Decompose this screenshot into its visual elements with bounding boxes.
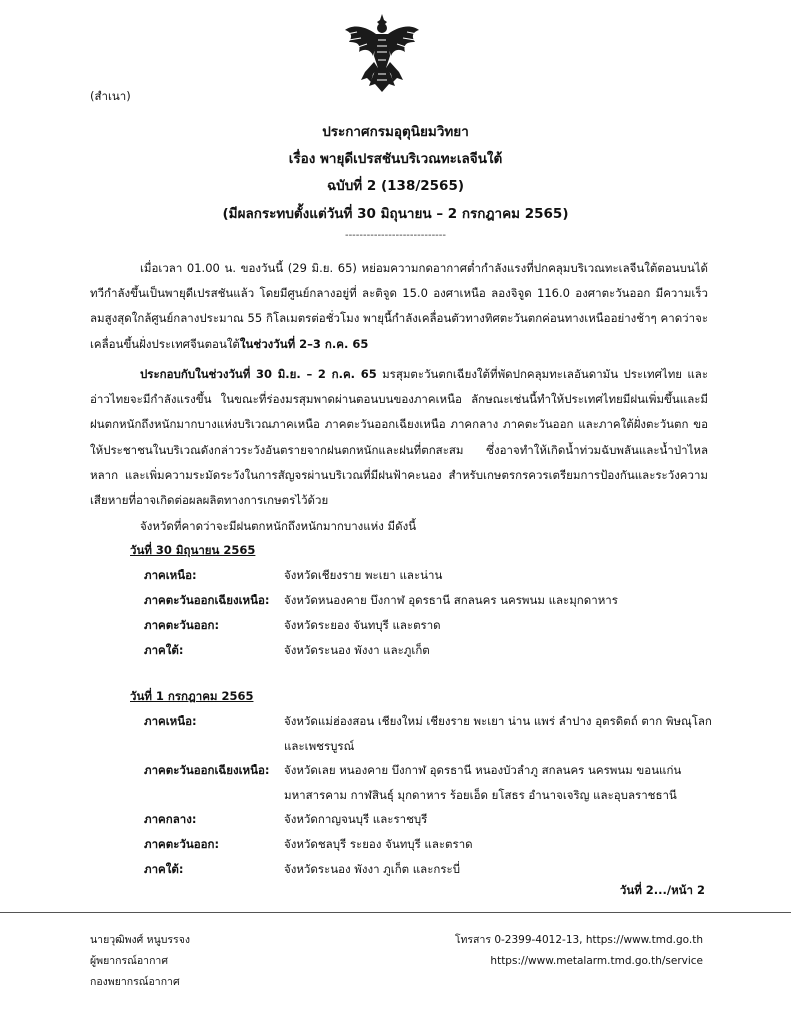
announcement-subject: เรื่อง พายุดีเปรสชันบริเวณทะเลจีนใต้ — [288, 151, 503, 167]
region-label: ภาคเหนือ: — [144, 714, 197, 728]
region-label: ภาคตะวันออก: — [144, 837, 220, 851]
region-provinces: จังหวัดเชียงราย พะเยา และน่าน — [284, 568, 443, 582]
paragraph-monsoon — [90, 362, 708, 513]
region-label: ภาคตะวันออกเฉียงเหนือ: — [144, 593, 270, 607]
forecaster-name: นายวุฒิพงศ์ หนูบรรจง — [90, 934, 190, 946]
paragraph-depression-text: เมื่อเวลา 01.00 น. ของวันนี้ (29 มิ.ย. 65) หย่อมความกดอากาศต่ำกำลังแรงที่ปกคลุมบริเวณทะเลจีนใต้ตอนบนได้ทวีกำลังขึ้นเป็นพายุดีเปรสชันแล้ว โดยมีศูนย์กลางอยู่ที่ ละติจูด 15.0 องศาเหนือ ลองจิจูด 116.0 องศาตะวันออก มีความเร็วลมสูงสุดใกล้ศูนย์กลางประมาณ 55 กิโลเมตรต่อชั่วโมง พายุนี้กำลังเคลื่อนตัวทางทิศตะวันตกค่อนทางเหนืออย่างช้าๆ คาดว่าจะเคลื่อนขึ้นฝั่งประเทศจีนตอนใต้ — [90, 261, 708, 351]
region-provinces: จังหวัดระนอง พังงา และภูเก็ต — [284, 643, 430, 657]
region-label: ภาคตะวันออก: — [144, 618, 220, 632]
region-provinces: จังหวัดเลย หนองคาย บึงกาฬ อุดรธานี หนองบัวลำภู สกลนคร นครพนม ขอนแก่น มหาสารคาม กาฬสินธุ์ มุกดาหาร ร้อยเอ็ด ยโสธร อำนาจเจริญ และอุบลราชธานี — [284, 763, 682, 802]
header-divider: ---------------------------- — [344, 230, 447, 241]
continuation-note: วันที่ 2.../หน้า 2 — [619, 883, 705, 897]
day-heading-1-july: วันที่ 1 กรกฎาคม 2565 — [130, 689, 254, 703]
region-provinces: จังหวัดระยอง จันทบุรี และตราด — [284, 618, 441, 632]
region-provinces: จังหวัดชลบุรี ระยอง จันทบุรี และตราด — [284, 837, 473, 851]
effective-period: (มีผลกระทบตั้งแต่วันที่ 30 มิถุนายน – 2 กรกฎาคม 2565) — [222, 206, 569, 222]
region-provinces: จังหวัดระนอง พังงา ภูเก็ต และกระบี่ — [284, 862, 461, 876]
footer-forecaster — [90, 930, 190, 993]
region-label: ภาคใต้: — [144, 643, 184, 657]
garuda-emblem-icon — [343, 12, 421, 94]
region-provinces: จังหวัดหนองคาย บึงกาฬ อุดรธานี สกลนคร นครพนม และมุกดาหาร — [284, 593, 618, 607]
provinces-intro: จังหวัดที่คาดว่าจะมีฝนตกหนักถึงหนักมากบางแห่ง มีดังนี้ — [140, 519, 417, 533]
region-provinces: จังหวัดกาญจนบุรี และราชบุรี — [284, 812, 428, 826]
region-provinces: จังหวัดแม่ฮ่องสอน เชียงใหม่ เชียงราย พะเยา น่าน แพร่ ลำปาง อุตรดิตถ์ ตาก พิษณุโลก และเพชรบูรณ์ — [284, 714, 712, 753]
paragraph-monsoon-period: ประกอบกับในช่วงวันที่ 30 มิ.ย. – 2 ก.ค. 65 — [140, 367, 377, 381]
paragraph-depression-landfall: ในช่วงวันที่ 2–3 ก.ค. 65 — [239, 336, 369, 351]
issue-number: ฉบับที่ 2 (138/2565) — [326, 178, 465, 194]
region-label: ภาคตะวันออกเฉียงเหนือ: — [144, 763, 270, 777]
metalarm-url: https://www.metalarm.tmd.go.th/service — [490, 955, 703, 967]
region-label: ภาคเหนือ: — [144, 568, 197, 582]
paragraph-monsoon-text: มรสุมตะวันตกเฉียงใต้ที่พัดปกคลุมทะเลอันดามัน ประเทศไทย และอ่าวไทยจะมีกำลังแรงขึ้น ในขณะที่ร่องมรสุมพาดผ่านตอนบนของภาคเหนือ ลักษณะเช่นนี้ทำให้ประเทศไทยมีฝนเพิ่มขึ้นและมีฝนตกหนักถึงหนักมากบางแห่งบริเวณภาคเหนือ ภาคตะวันออกเฉียงเหนือ ภาคกลาง ภาคตะวันออก และภาคใต้ฝั่งตะวันตก ขอให้ประชาชนในบริเวณดังกล่าวระวังอันตรายจากฝนตกหนักและฝนที่ตกสะสม ซึ่งอาจทำให้เกิดน้ำท่วมฉับพลันและน้ำป่าไหลหลาก และเพิ่มความระมัดระวังในการสัญจรผ่านบริเวณที่มีฝนฟ้าคะนอง สำหรับเกษตรกรควรเตรียมการป้องกันและระวังความเสียหายที่อาจเกิดต่อผลผลิตทางการเกษตรไว้ด้วย — [90, 367, 708, 508]
footer-divider — [0, 912, 791, 913]
copy-label: (สำเนา) — [90, 89, 131, 103]
announcement-title: ประกาศกรมอุตุนิยมวิทยา — [322, 124, 469, 140]
forecaster-title: ผู้พยากรณ์อากาศ — [90, 955, 168, 967]
forecaster-division: กองพยากรณ์อากาศ — [90, 976, 180, 988]
paragraph-depression — [90, 256, 708, 357]
day-heading-30-june: วันที่ 30 มิถุนายน 2565 — [130, 543, 256, 557]
region-label: ภาคใต้: — [144, 862, 184, 876]
footer-contact — [455, 930, 703, 972]
region-label: ภาคกลาง: — [144, 812, 197, 826]
fax-and-website: โทรสาร 0-2399-4012-13, https://www.tmd.go.th — [454, 934, 703, 946]
